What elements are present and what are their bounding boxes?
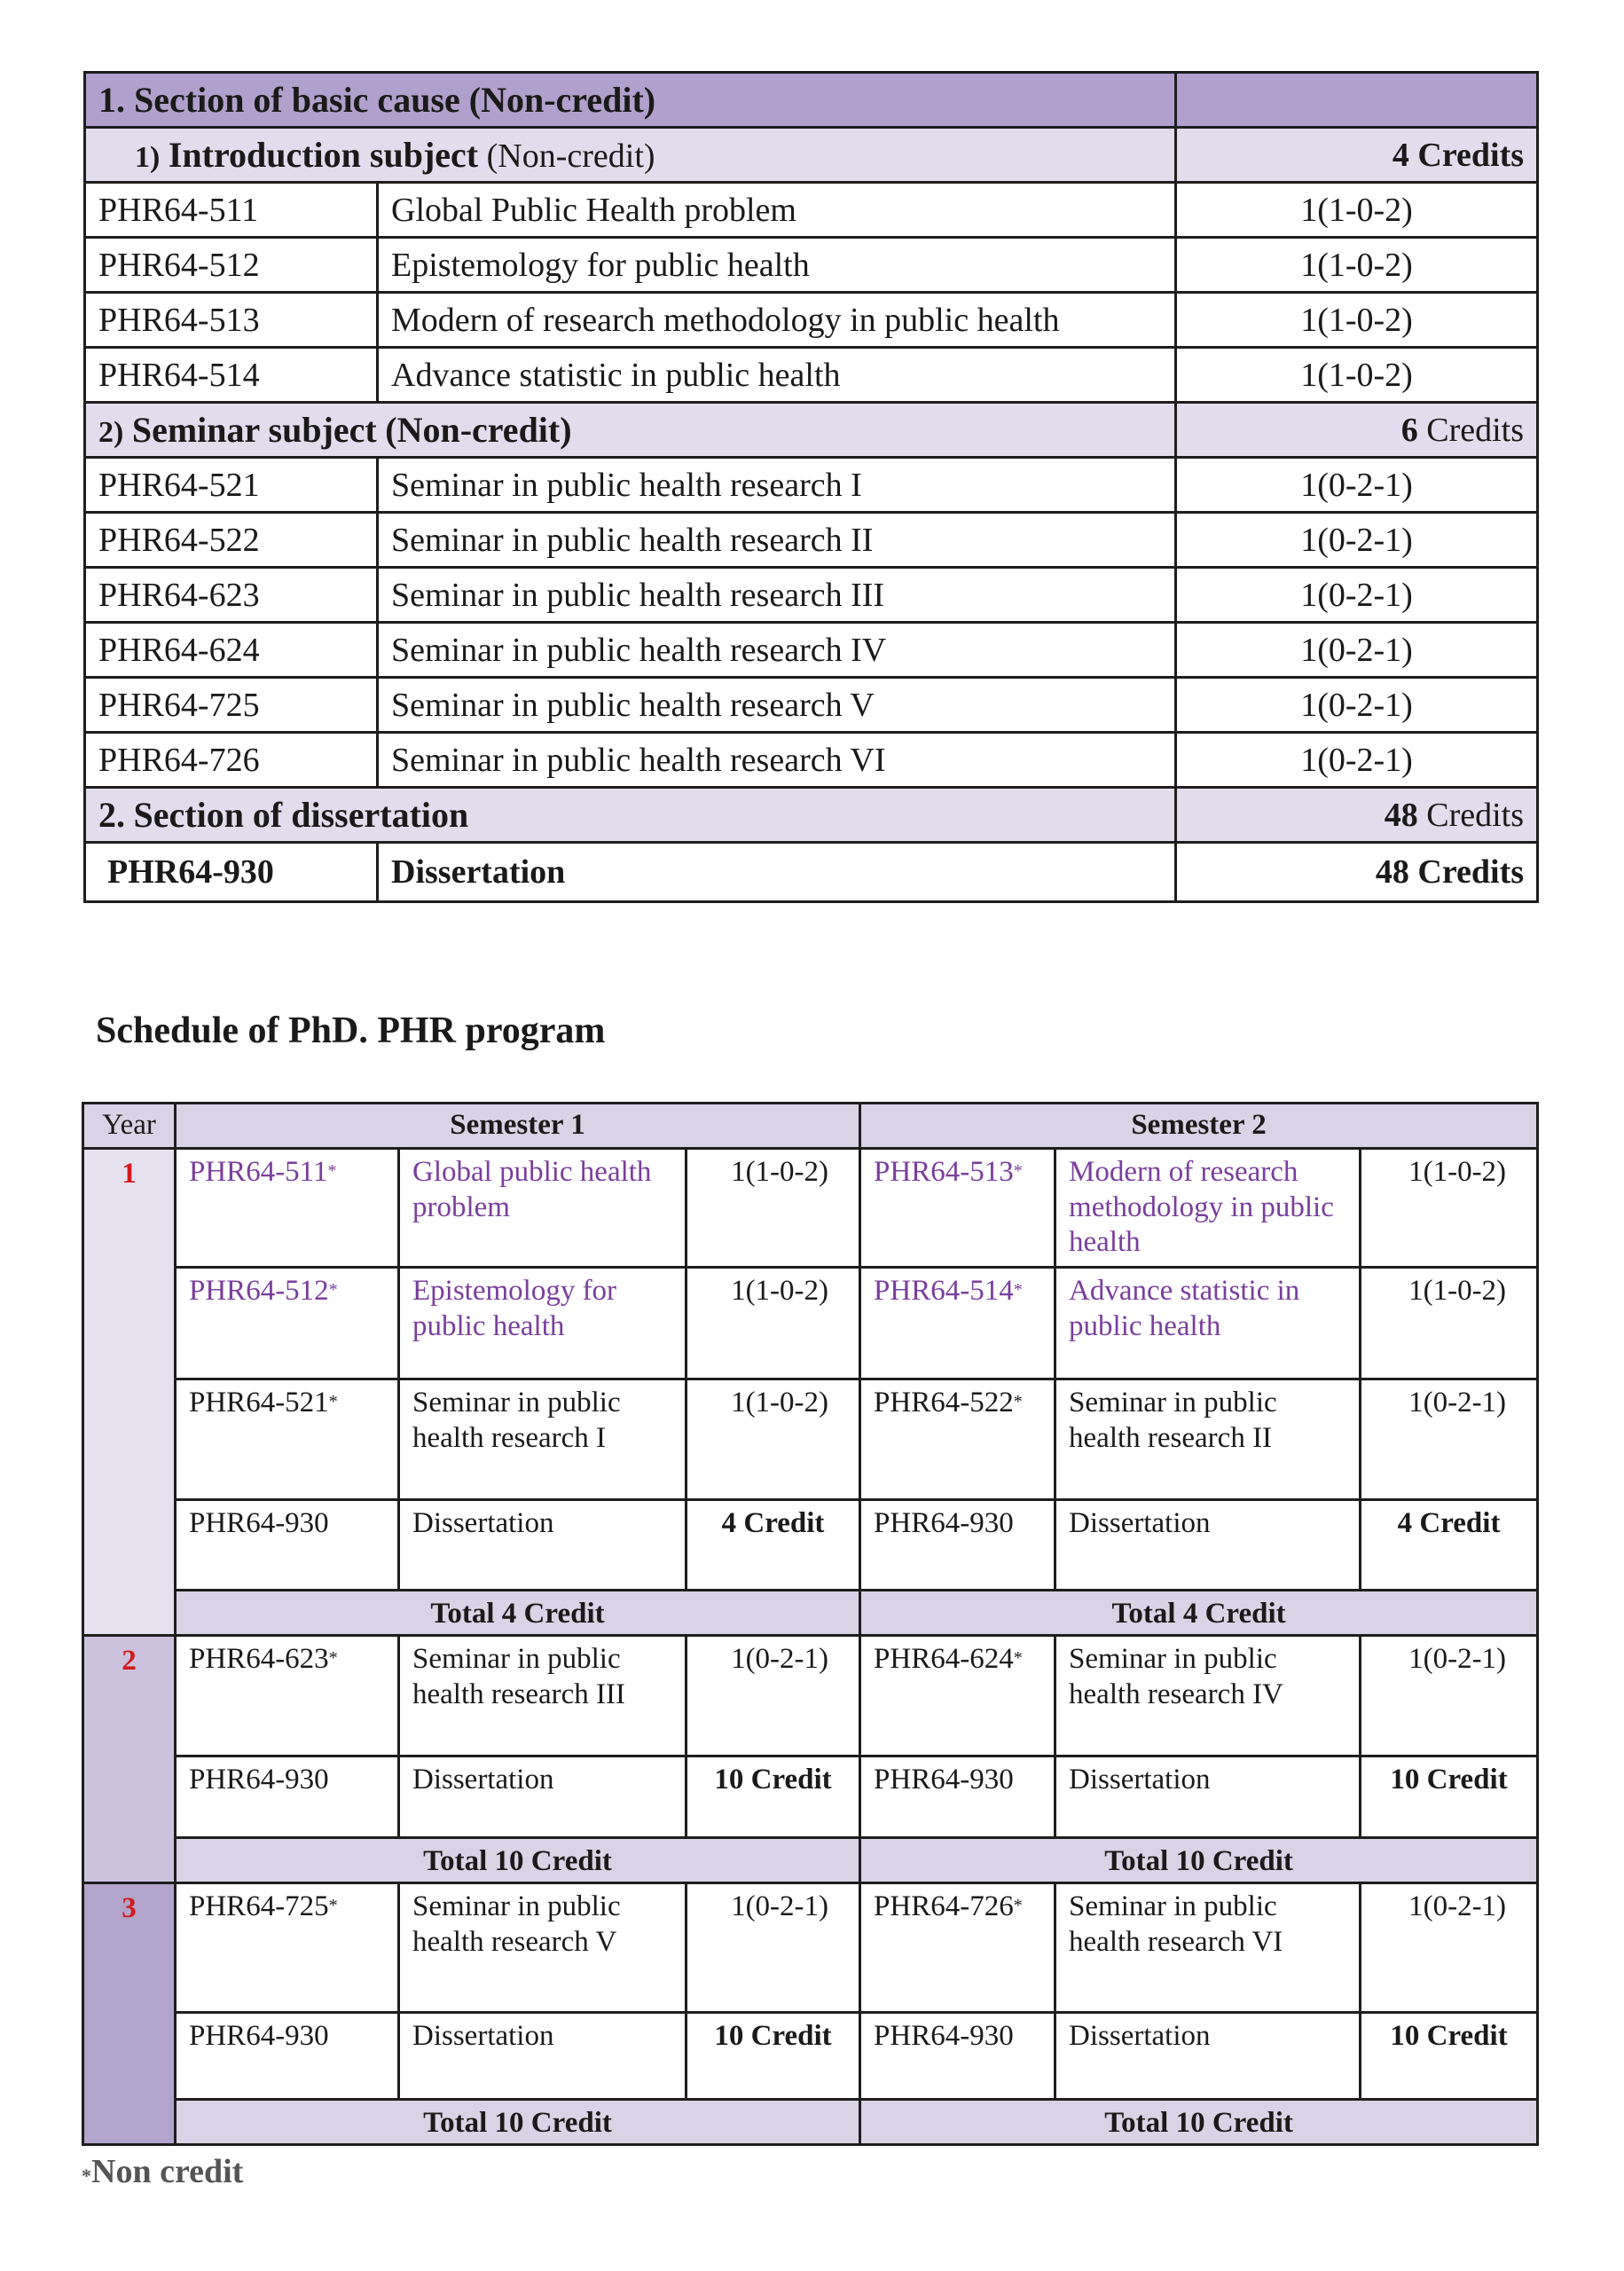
intro-subject-credits: 4 Credits xyxy=(1176,128,1538,183)
schedule-course-credit: 1(1-0-2) xyxy=(1361,1149,1538,1268)
year-label: 1 xyxy=(83,1149,176,1636)
schedule-course-code xyxy=(860,1636,1055,1756)
footnote-text: Non credit xyxy=(91,2153,244,2190)
schedule-course-credit: 4 Credit xyxy=(1361,1500,1538,1591)
schedule-course-credit: 1(0-2-1) xyxy=(686,1883,860,2013)
schedule-row xyxy=(83,1636,1538,1756)
course-code-text: PHR64-514 xyxy=(874,1275,1014,1307)
course-name: Seminar in public health research V xyxy=(378,678,1176,733)
intro-subject-title: 1) Introduction subject (Non-credit) xyxy=(85,128,1176,183)
schedule-course-code xyxy=(176,1636,399,1756)
course-code-text: PHR64-624 xyxy=(874,1643,1014,1675)
schedule-course-credit: 1(1-0-2) xyxy=(686,1379,860,1500)
course-credit: 1(1-0-2) xyxy=(1176,183,1538,238)
course-credit: 1(1-0-2) xyxy=(1176,293,1538,348)
course-name: Seminar in public health research II xyxy=(378,513,1176,568)
total-credit: Total 10 Credit xyxy=(176,2100,860,2145)
seminar-course-rows xyxy=(85,458,1538,788)
schedule-course-name: Dissertation xyxy=(399,1500,686,1591)
total-credit: Total 4 Credit xyxy=(860,1591,1538,1636)
course-credit: 1(1-0-2) xyxy=(1176,348,1538,403)
schedule-course-name: Seminar in public health research IV xyxy=(1055,1636,1361,1756)
total-row xyxy=(83,1591,1538,1636)
schedule-course-credit: 10 Credit xyxy=(686,1756,860,1838)
total-credit: Total 4 Credit xyxy=(176,1591,860,1636)
schedule-course-code xyxy=(860,1756,1055,1838)
course-code-text: PHR64-930 xyxy=(874,1507,1014,1539)
schedule-course-name: Dissertation xyxy=(399,1756,686,1838)
course-code-text: PHR64-930 xyxy=(189,2020,329,2052)
course-credit: 1(0-2-1) xyxy=(1176,678,1538,733)
schedule-course-name: Modern of research methodology in public health xyxy=(1055,1149,1361,1268)
schedule-course-code xyxy=(176,2013,399,2100)
footnote xyxy=(82,2152,243,2191)
course-name: Seminar in public health research III xyxy=(378,568,1176,623)
non-credit-star: * xyxy=(1013,1896,1023,1915)
schedule-course-credit: 1(0-2-1) xyxy=(1361,1379,1538,1500)
schedule-table xyxy=(82,1102,1539,2146)
course-credit: 1(1-0-2) xyxy=(1176,238,1538,293)
course-row xyxy=(85,183,1538,238)
intro-subject-row xyxy=(85,128,1538,183)
non-credit-star: * xyxy=(328,1648,338,1668)
schedule-course-credit: 1(1-0-2) xyxy=(1361,1268,1538,1379)
intro-course-rows xyxy=(85,183,1538,403)
schedule-course-code xyxy=(860,1883,1055,2013)
course-code: PHR64-514 xyxy=(85,348,378,403)
schedule-row xyxy=(83,1268,1538,1379)
seminar-subject-credits: 6 Credits xyxy=(1176,403,1538,458)
course-code-text: PHR64-623 xyxy=(189,1643,329,1675)
schedule-course-code xyxy=(860,2013,1055,2100)
schedule-row xyxy=(83,2013,1538,2100)
semester-1-header: Semester 1 xyxy=(176,1104,860,1149)
course-code-text: PHR64-512 xyxy=(189,1275,329,1307)
course-name: Epistemology for public health xyxy=(378,238,1176,293)
course-code: PHR64-726 xyxy=(85,733,378,788)
non-credit-star: * xyxy=(328,1280,338,1300)
schedule-course-name: Seminar in public health research I xyxy=(399,1379,686,1500)
seminar-subject-title: 2) Seminar subject (Non-credit) xyxy=(85,403,1176,458)
course-code-text: PHR64-930 xyxy=(874,2020,1014,2052)
schedule-course-code xyxy=(860,1379,1055,1500)
section-basic-cause-title: 1. Section of basic cause (Non-credit) xyxy=(85,73,1176,128)
course-code: PHR64-522 xyxy=(85,513,378,568)
course-code-text: PHR64-930 xyxy=(874,1764,1014,1796)
non-credit-star: * xyxy=(328,1392,338,1411)
schedule-row xyxy=(83,1379,1538,1500)
dissertation-credit: 48 Credits xyxy=(1176,843,1538,902)
schedule-course-credit: 1(0-2-1) xyxy=(686,1636,860,1756)
schedule-course-credit: 1(0-2-1) xyxy=(1361,1883,1538,2013)
course-credit: 1(0-2-1) xyxy=(1176,458,1538,513)
schedule-course-name: Dissertation xyxy=(1055,1500,1361,1591)
section-basic-cause-credit xyxy=(1176,73,1538,128)
dissertation-name: Dissertation xyxy=(378,843,1176,902)
schedule-course-name: Seminar in public health research III xyxy=(399,1636,686,1756)
schedule-course-credit: 1(0-2-1) xyxy=(1361,1636,1538,1756)
course-credit: 1(0-2-1) xyxy=(1176,513,1538,568)
course-row xyxy=(85,458,1538,513)
course-code-text: PHR64-513 xyxy=(874,1156,1014,1188)
schedule-course-code xyxy=(176,1883,399,2013)
total-credit: Total 10 Credit xyxy=(860,1838,1538,1883)
course-row xyxy=(85,623,1538,678)
year-label: 3 xyxy=(83,1883,176,2145)
schedule-course-name: Advance statistic in public health xyxy=(1055,1268,1361,1379)
total-row xyxy=(83,1838,1538,1883)
schedule-course-name: Global public health problem xyxy=(399,1149,686,1268)
course-row xyxy=(85,678,1538,733)
section-dissertation-title: 2. Section of dissertation xyxy=(85,788,1176,843)
section-dissertation-row xyxy=(85,788,1538,843)
schedule-header-row xyxy=(83,1104,1538,1149)
schedule-course-name: Dissertation xyxy=(1055,2013,1361,2100)
course-code-text: PHR64-930 xyxy=(189,1764,329,1796)
course-credit: 1(0-2-1) xyxy=(1176,733,1538,788)
course-credit: 1(0-2-1) xyxy=(1176,623,1538,678)
schedule-row xyxy=(83,1883,1538,2013)
schedule-course-credit: 1(1-0-2) xyxy=(686,1149,860,1268)
year-header: Year xyxy=(83,1104,176,1149)
total-credit: Total 10 Credit xyxy=(176,1838,860,1883)
schedule-course-name: Seminar in public health research V xyxy=(399,1883,686,2013)
schedule-body xyxy=(83,1149,1538,2145)
schedule-course-name: Dissertation xyxy=(399,2013,686,2100)
non-credit-star: * xyxy=(328,1896,338,1915)
schedule-course-credit: 10 Credit xyxy=(1361,1756,1538,1838)
course-code-text: PHR64-930 xyxy=(189,1507,329,1539)
course-row xyxy=(85,513,1538,568)
seminar-subject-row xyxy=(85,403,1538,458)
course-code-text: PHR64-725 xyxy=(189,1890,329,1922)
course-code: PHR64-725 xyxy=(85,678,378,733)
non-credit-star: * xyxy=(1013,1392,1023,1411)
schedule-course-code xyxy=(860,1268,1055,1379)
schedule-row xyxy=(83,1500,1538,1591)
course-code: PHR64-511 xyxy=(85,183,378,238)
course-code: PHR64-624 xyxy=(85,623,378,678)
course-code-text: PHR64-511 xyxy=(189,1156,328,1188)
non-credit-star: * xyxy=(1013,1280,1023,1300)
schedule-row xyxy=(83,1756,1538,1838)
course-name: Seminar in public health research I xyxy=(378,458,1176,513)
section-basic-cause-row xyxy=(85,73,1538,128)
schedule-course-credit: 4 Credit xyxy=(686,1500,860,1591)
dissertation-row xyxy=(85,843,1538,902)
schedule-course-credit: 1(1-0-2) xyxy=(686,1268,860,1379)
schedule-course-code xyxy=(176,1379,399,1500)
schedule-course-name: Dissertation xyxy=(1055,1756,1361,1838)
schedule-course-name: Epistemology for public health xyxy=(399,1268,686,1379)
schedule-course-code xyxy=(176,1268,399,1379)
course-code: PHR64-521 xyxy=(85,458,378,513)
schedule-course-code xyxy=(176,1500,399,1591)
total-credit: Total 10 Credit xyxy=(860,2100,1538,2145)
course-name: Modern of research methodology in public health xyxy=(378,293,1176,348)
course-row xyxy=(85,348,1538,403)
year-label: 2 xyxy=(83,1636,176,1883)
schedule-row xyxy=(83,1149,1538,1268)
schedule-course-code xyxy=(860,1500,1055,1591)
semester-2-header: Semester 2 xyxy=(860,1104,1538,1149)
course-code: PHR64-512 xyxy=(85,238,378,293)
schedule-course-code xyxy=(860,1149,1055,1268)
course-credit: 1(0-2-1) xyxy=(1176,568,1538,623)
non-credit-star: * xyxy=(1013,1161,1023,1181)
course-row xyxy=(85,568,1538,623)
course-code-text: PHR64-521 xyxy=(189,1387,329,1418)
course-code: PHR64-623 xyxy=(85,568,378,623)
non-credit-star: * xyxy=(1013,1648,1023,1668)
course-name: Seminar in public health research IV xyxy=(378,623,1176,678)
footnote-star: * xyxy=(82,2165,91,2187)
non-credit-star: * xyxy=(327,1161,337,1181)
course-name: Advance statistic in public health xyxy=(378,348,1176,403)
schedule-course-name: Seminar in public health research II xyxy=(1055,1379,1361,1500)
section-dissertation-credits: 48 Credits xyxy=(1176,788,1538,843)
total-row xyxy=(83,2100,1538,2145)
course-structure-table xyxy=(83,71,1539,903)
course-row xyxy=(85,733,1538,788)
schedule-course-credit: 10 Credit xyxy=(1361,2013,1538,2100)
course-code-text: PHR64-522 xyxy=(874,1387,1014,1418)
dissertation-code: PHR64-930 xyxy=(85,843,378,902)
course-code: PHR64-513 xyxy=(85,293,378,348)
schedule-course-code xyxy=(176,1149,399,1268)
course-code-text: PHR64-726 xyxy=(874,1890,1014,1922)
schedule-course-name: Seminar in public health research VI xyxy=(1055,1883,1361,2013)
course-row xyxy=(85,238,1538,293)
course-name: Seminar in public health research VI xyxy=(378,733,1176,788)
course-row xyxy=(85,293,1538,348)
schedule-course-credit: 10 Credit xyxy=(686,2013,860,2100)
course-name: Global Public Health problem xyxy=(378,183,1176,238)
schedule-course-code xyxy=(176,1756,399,1838)
schedule-title: Schedule of PhD. PHR program xyxy=(96,1010,606,1051)
